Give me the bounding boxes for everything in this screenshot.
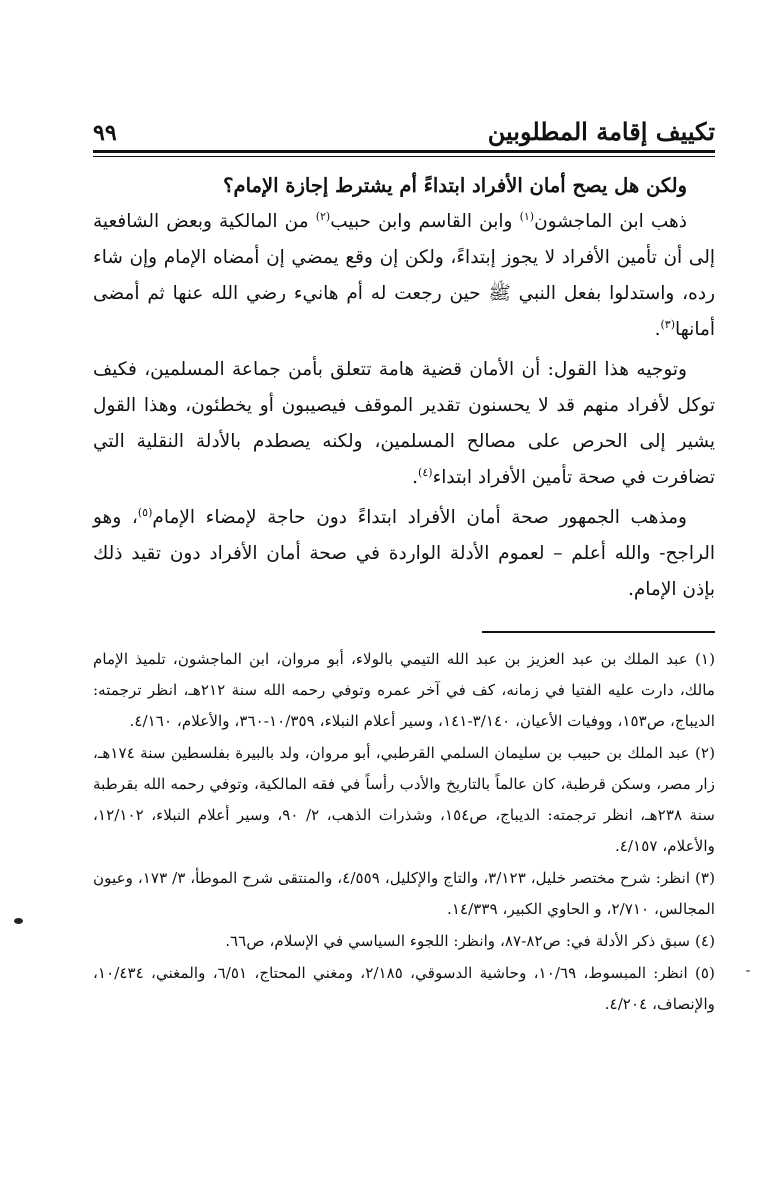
footnote-ref-5: (٥) <box>137 505 153 519</box>
paragraph-1-text-b: وابن القاسم وابن حبيب <box>330 211 520 232</box>
footnote-1: (١) عبد الملك بن عبد العزيز بن عبد الله التيمي بالولاء، أبو مروان، ابن الماجشون، تلميذ الإمام مالك، دارت عليه الفتيا في زمانه، كف في آخر عمره وتوفي رحمه الله سنة ٢١٢هـ، انظر ترجمته: الديباج، ص١٥٣، ووفيات الأعيان، ٣/١٤٠-١٤١، وسير أعلام النبلاء، ١٠/٣٥٩-٣٦٠، والأعلام، ٤/١٦٠. <box>93 650 715 730</box>
paragraph-1-text-d: . <box>654 319 661 340</box>
page-number: ٩٩ <box>93 120 117 146</box>
paragraph-3-text-b: ، وهو الراجح- والله أعلم – لعموم الأدلة الواردة في صحة أمان الأفراد دون تقيد ذلك بإذن الإمام. <box>93 507 715 600</box>
paragraph-3 <box>93 500 715 608</box>
footnotes <box>93 644 715 1020</box>
paragraph-1 <box>93 204 715 348</box>
footnote-5: (٥) انظر: المبسوط، ١٠/٦٩، وحاشية الدسوقي، ٢/١٨٥، ومغني المحتاج، ٦/٥١، والمغني، ١٠/٤٣٤، والإنصاف، ٤/٢٠٤. <box>93 964 715 1013</box>
footnote-ref-2: (٢) <box>315 209 331 223</box>
footnote-2: (٢) عبد الملك بن حبيب بن سليمان السلمي القرطبي، أبو مروان، ولد بالبيرة بفلسطين سنة ١٧٤هـ، زار مصر، وسكن قرطبة، كان عالماً بالتاريخ والأدب رأساً في فقه المالكية، وتوفي رحمه الله بقرطبة سنة ٢٣٨هـ، انظر ترجمته: الديباج، ص١٥٤، وشذرات الذهب، ٢/ ٩٠، وسير أعلام النبلاء، ١٢/١٠٢، والأعلام، ٤/١٥٧. <box>93 744 715 855</box>
running-title: تكييف إقامة المطلوبين <box>487 117 715 146</box>
paragraph-1-text-a: ذهب ابن الماجشون <box>534 211 687 232</box>
footnote-ref-3: (٣) <box>660 317 675 331</box>
footnote-3: (٣) انظر: شرح مختصر خليل، ٣/١٢٣، والتاج والإكليل، ٤/٥٥٩، والمنتقى شرح الموطأ، ٣/ ١٧٣، وعيون المجالس، ٢/٧١٠، و الحاوي الكبير، ١٤/٣٣٩. <box>93 869 716 918</box>
main-text <box>93 168 715 608</box>
footnote-ref-1: (١) <box>519 209 535 223</box>
paragraph-1-text-c: من المالكية وبعض الشافعية إلى أن تأمين الأفراد لا يجوز إبتداءً، ولكن إن وقع يمضي إن أمضاه الإمام وإن شاء رده، واستدلوا بفعل النبي ﷺ حين رجعت له أم هانيء رضي الله عنها ثم أمضى أمانها <box>93 211 715 340</box>
footnote-separator <box>482 631 715 633</box>
scan-speck-small <box>746 970 750 972</box>
paragraph-2-text-b: . <box>412 467 419 488</box>
scan-speck <box>14 918 23 924</box>
paragraph-2 <box>93 352 715 496</box>
section-question: ولكن هل يصح أمان الأفراد ابتداءً أم يشترط إجازة الإمام؟ <box>223 174 687 197</box>
paragraph-2-text-a: وتوجيه هذا القول: أن الأمان قضية هامة تتعلق بأمن جماعة المسلمين، فكيف توكل لأفراد منهم قد لا يحسنون تقدير الموقف فيصيبون أو يخطئون، وهذا القول يشير إلى الحرص على مصالح المسلمين، ولكنه يصطدم بالأدلة النقلية التي تضافرت في صحة تأمين الأفراد ابتداء <box>93 359 715 488</box>
paragraph-3-text-a: ومذهب الجمهور صحة أمان الأفراد ابتداءً دون حاجة لإمضاء الإمام <box>152 507 687 528</box>
header-rule <box>93 150 715 153</box>
page-header <box>93 112 715 146</box>
header-rule-thin <box>93 156 715 157</box>
footnote-4: (٤) سبق ذكر الأدلة في: ص٨٢-٨٧، وانظر: اللجوء السياسي في الإسلام، ص٦٦. <box>225 932 715 950</box>
footnote-ref-4: (٤) <box>418 465 433 479</box>
